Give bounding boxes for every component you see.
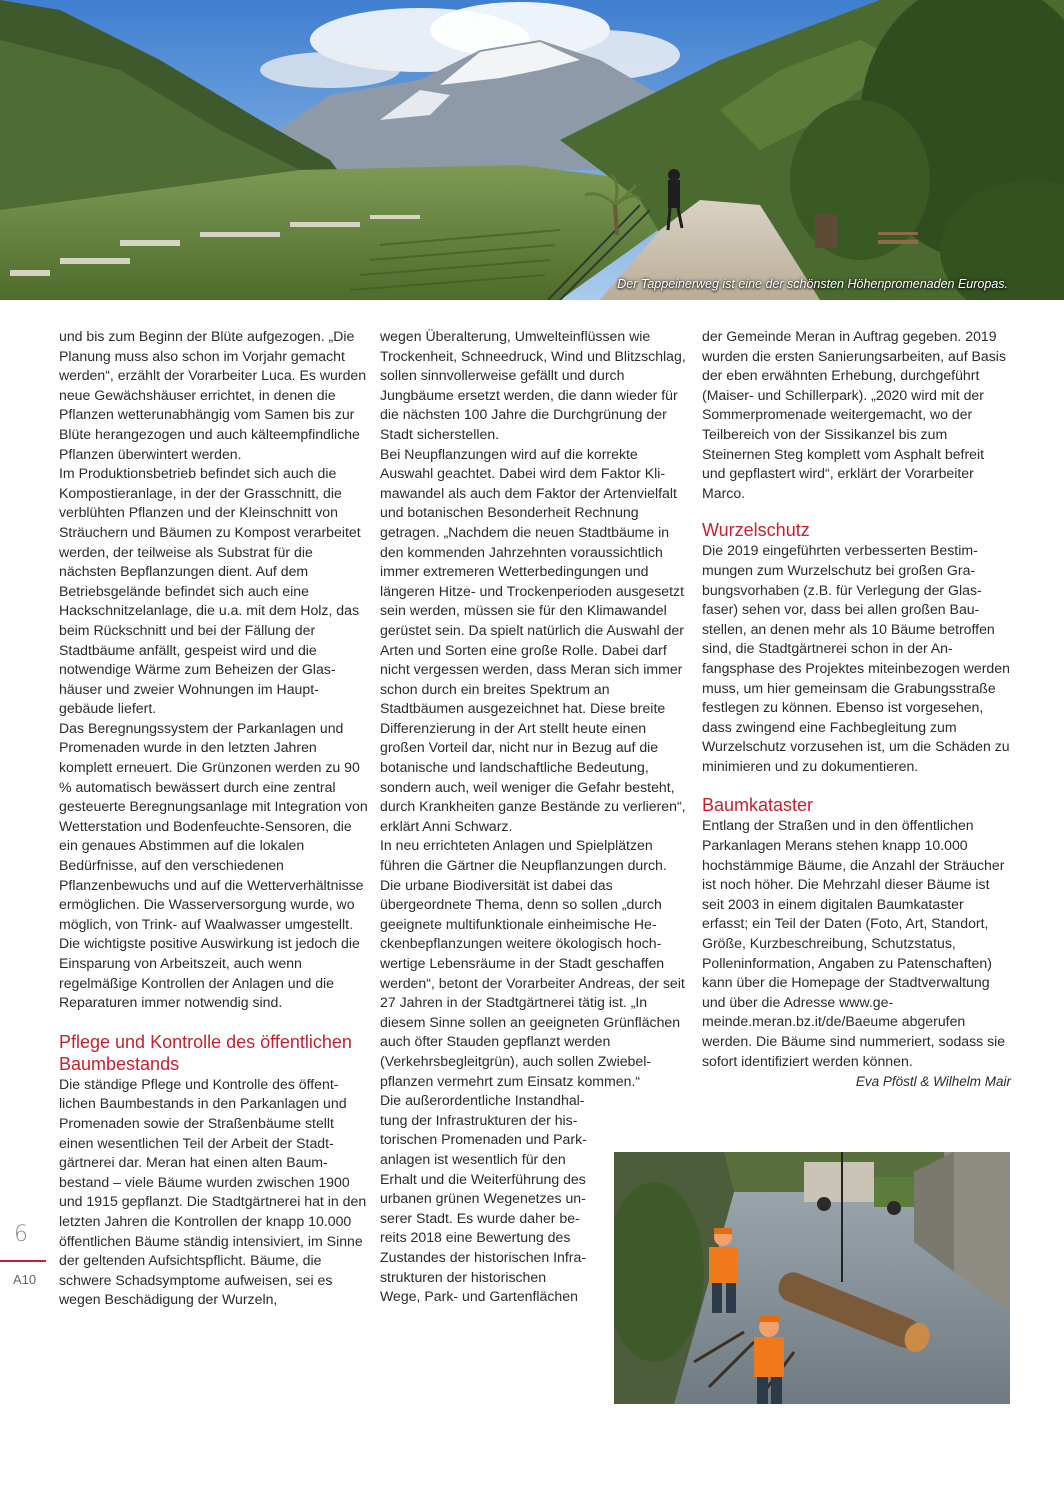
paragraph: Bei Neupflanzungen wird auf die korrekte Auswahl geachtet. Dabei wird dem Faktor Klimawandel als auch dem Faktor der Artenvielfalt und botanischen Besonderheit Rechnung getragen. „Nachdem die neuen Stadtbäume in den kommenden Jahrzehnten voraussichtlich immer extremeren Wetterbedingungen und längeren Hitze- und Trockenperioden ausgesetzt sein werden, müssen sie für den Klimawandel gerüstet sein. Da spielt natürlich die Auswahl der Arten und Sorten eine große Rolle. Dabei darf nicht vergessen werden, dass Meran sich immer schon durch ein breites Spektrum an Stadtbäumen ausgezeichnet hat. Diese breite Differenzierung in der Art stellt heute einen großen Vorteil dar, nicht nur in Bezug auf die botanische und landschaftliche Bedeutung, sondern auch, weil weniger die Gefahr besteht, durch Krankheiten ganze Bestände zu verlieren“, erklärt Anni Schwarz. — [380, 445, 686, 834]
paragraph: Die 2019 eingeführten verbesserten Bestimmungen zum Wurzelschutz bei großen Grabungsvorhaben (z.B. für Verlegung der Glasfaser) sehen vor, dass bei allen großen Baustellen, an denen mehr als 10 Bäume betroffen sind, die Stadtgärtnerei schon in der Anfangsphase des Projektes miteinbezogen werden muss, um hier gemeinsam die Grabungsstraße festlegen zu können. Ebenso ist vorgesehen, dass zwingend eine Fachbegleitung zum Wurzelschutz vorzusehen ist, um die Schäden zu minimieren und zu dokumentieren. — [702, 542, 1010, 774]
paragraph: Im Produktionsbetrieb befindet sich auch die Kompostieranlage, in der der Grasschnitt, die verblühten Pflanzen und der Kleinschnitt von Sträuchern und Bäumen zu Kompost verarbeitet werden, der teilweise als Substrat für die nächsten Bepflanzungen dient. Auf dem Betriebsgelände befindet sich auch eine Hackschnitzelanlage, die u.a. mit dem Holz, das beim Rückschnitt und bei der Fällung der Stadtbäume anfällt, gespeist wird und die notwendige Wärme zum Beheizen der Glashäuser und zweier Wohnungen im Hauptgebäude liefert. — [59, 465, 361, 717]
text-column-1 — [59, 327, 368, 1310]
paragraph: wegen Überalterung, Umwelteinflüssen wie Trockenheit, Schneedruck, Wind und Blitzschlag, sollen sinnvollerweise gefällt und durch Jungbäume ersetzt werden, die dann wieder für die nächsten 100 Jahre die Durchgrünung der Stadt sicherstellen. — [380, 328, 686, 442]
paragraph: Die ständige Pflege und Kontrolle des öffentlichen Baumbestands in den Parkanlagen und Promenaden sowie der Straßenbäume stellt einen wesentlichen Teil der Arbeit der Stadtgärtnerei dar. Meran hat einen alten Baumbestand – viele Bäume wurden zwischen 1900 und 1915 gepflanzt. Die Stadtgärtnerei hat in den letzten Jahren die Kontrollen der knapp 10.000 öffentlichen Bäume ständig intensiviert, im Sinne der geltenden Aufsichtspflicht. Bäume, die schwere Schadsymptome aufweisen, sei es wegen Beschädigung der Wurzeln, — [59, 1075, 367, 1308]
paragraph: Entlang der Straßen und in den öffentlichen Parkanlagen Merans stehen knapp 10.000 hochstämmige Bäume, die Anzahl der Sträucher ist noch höher. Die Mehrzahl dieser Bäume ist seit 2003 in einem digitalen Baumkataster erfasst; ein Teil der Daten (Foto, Art, Standort, Größe, Kurzbeschreibung, Schutzstatus, Polleninformation, Angaben zu Patenschaften) kann über die Homepage der Stadtverwaltung und über die Adresse www.gemeinde.meran.bz.it/de/Baeume abgerufen werden. Die Bäume sind nummeriert, sodass sie sofort identifiziert werden können. — [702, 817, 1006, 1069]
author-byline: Eva Pföstl & Wilhelm Mair — [855, 1074, 1011, 1090]
hero-photo — [0, 0, 1064, 300]
hero-landscape-illustration — [0, 0, 1064, 300]
paragraph: Das Beregnungssystem der Parkanlagen und Promenaden wurde in den letzten Jahren komplett erneuert. Die Grünzonen werden zu 90 % automatisch bewässert durch eine zentral gesteuerte Beregnungsanlage mit Integration von Wetterstation und Bodenfeuchte-Sensoren, die ein genaues Abstimmen auf die lokalen Bedürfnisse, auf den verschiedenen Pflanzenbewuchs und auf die Wetterverhältnisse ermöglichen. Die Wasserversorgung wurde, wo möglich, von Trink- auf Waalwasser umgestellt. Die wichtigste positive Auswirkung ist jedoch die Einsparung von Arbeitszeit, auch wenn regelmäßige Kontrollen der Anlagen und die Reparaturen immer notwendig sind. — [59, 719, 368, 1011]
folio-divider — [0, 1260, 46, 1262]
hero-photo-caption: Der Tappeinerweg ist eine der schönsten Höhenpromenaden Europas. — [617, 277, 1008, 291]
tree-felling-photo — [614, 1152, 1010, 1404]
page-number: 6 — [14, 1222, 28, 1247]
folio-code: A10 — [13, 1272, 37, 1287]
section-heading-tree-care: Pflege und Kontrolle des öffentlichen Baumbestands — [59, 1031, 352, 1074]
section-heading-tree-register: Baumkataster — [702, 795, 814, 816]
paragraph: der Gemeinde Meran in Auftrag gegeben. 2019 wurden die ersten Sanierungsarbeiten, auf Basis der eben erwähnten Erhebung, durchgeführt (Maiser- und Schillerpark). „2020 wird mit der Sommerpromenade weitergemacht, wo der Teilbereich von der Sissikanzel bis zum Steinernen Steg komplett vom Asphalt befreit und gepflastert wird“, erklärt der Vorarbeiter Marco. — [702, 328, 1006, 501]
paragraph: und bis zum Beginn der Blüte aufgezogen. „Die Planung muss also schon im Vorjahr gemacht werden“, erzählt der Vorarbeiter Luca. Es wurden neue Gewächshäuser errichtet, in denen die Pflanzen wetterunabhängig vom Samen bis zur Blüte herangezogen und auch kälteempfindliche Pflanzen überwintert werden. — [59, 328, 367, 462]
paragraph: Die außerordentliche Instandhaltung der Infrastrukturen der historischen Promenaden und Parkanlagen ist wesentlich für den Erhalt und die Weiterführung des urbanen grünen Wegenetzes unserer Stadt. Es wurde daher bereits 2018 eine Bewertung des Zustandes der historischen Infrastrukturen der historischen Wege, Park- und Gartenflächen — [380, 1092, 587, 1305]
section-heading-root-protection: Wurzelschutz — [702, 520, 810, 541]
tree-felling-illustration — [614, 1152, 1010, 1404]
paragraph: In neu errichteten Anlagen und Spielplätzen führen die Gärtner die Neupflanzungen durch. Die urbane Biodiversität ist dabei das übergeordnete Thema, denn so sollen „durch geeignete multifunktionale einheimische Heckenbepflanzungen weitere ökologisch hochwertige Lebensräume in der Stadt geschaffen werden“, betont der Vorarbeiter Andreas, der seit 27 Jahren in der Stadtgärtnerei tätig ist. „In diesem Sinne sollen an geeigneten Grünflächen auch öfter Stauden gepflanzt werden (Verkehrsbegleitgrün), auch sollen Zwiebelpflanzen vermehrt zum Einsatz kommen.“ — [380, 837, 685, 1089]
text-column-3 — [702, 327, 1011, 1092]
